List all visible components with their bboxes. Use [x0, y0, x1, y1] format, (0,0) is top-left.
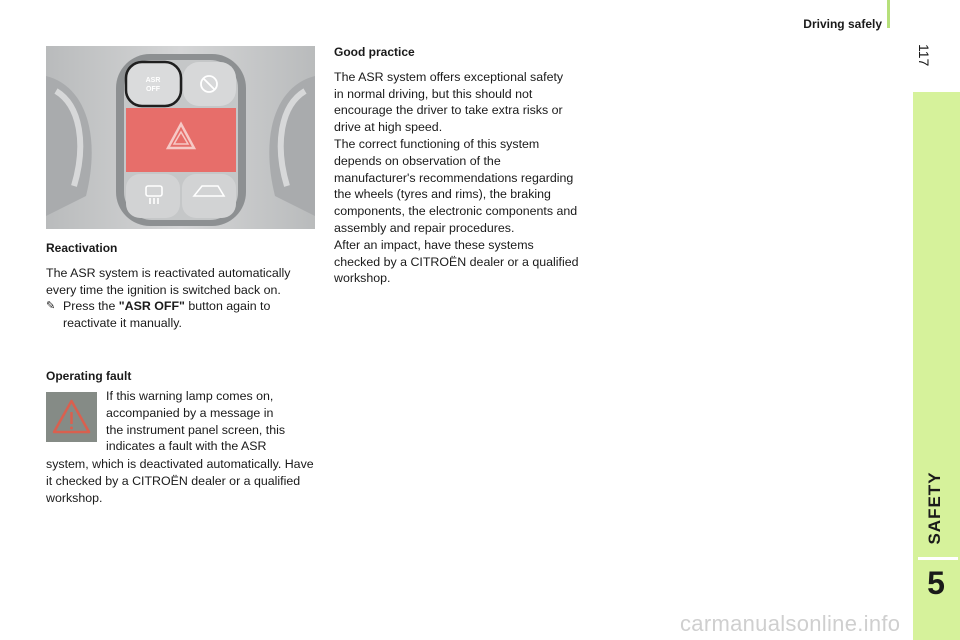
chapter-number: 5 — [927, 565, 945, 601]
good-practice-line-3: encourage the driver to take extra risks or — [334, 103, 563, 118]
asr-off-button — [126, 62, 181, 106]
control-panel-illustration — [46, 46, 315, 229]
fault-section — [46, 368, 318, 385]
control-panel-photo — [46, 46, 315, 229]
fault-heading: Operating fault — [46, 369, 132, 383]
bullet-prefix: Press the — [63, 299, 119, 314]
reactivation-section — [46, 240, 318, 332]
fault-continued — [46, 456, 318, 506]
good-practice-line-7: manufacturer's recommendations regarding — [334, 170, 574, 185]
good-practice-heading: Good practice — [334, 45, 415, 59]
section-title: Driving safely — [803, 17, 882, 31]
good-practice-line-9: components, the electronic components and — [334, 204, 578, 219]
bullet-pencil-icon: ✎ — [46, 300, 56, 313]
bullet-bold: "ASR OFF" — [118, 299, 185, 314]
fault-text-block — [106, 388, 321, 455]
good-practice-line-12: checked by a CITROËN dealer or a qualified — [334, 254, 579, 269]
warning-lamp-icon — [46, 392, 97, 442]
asr-label-line1: ASR — [145, 77, 161, 84]
good-practice-section — [334, 44, 614, 287]
reactivation-text: The ASR system is reactivated automatically every time the ignition is switched back on. — [46, 265, 291, 297]
good-practice-line-4: drive at high speed. — [334, 120, 443, 135]
good-practice-line-1: The ASR system offers exceptional safety — [334, 69, 564, 84]
fault-line-4: indicates a fault with the ASR — [106, 439, 267, 454]
good-practice-line-2: in normal driving, but this should not — [334, 86, 533, 101]
chapter-label-text: SAFETY — [925, 471, 944, 545]
reactivation-heading: Reactivation — [46, 241, 118, 255]
watermark: carmanualsonline.info — [680, 611, 901, 636]
good-practice-line-11: After an impact, have these systems — [334, 237, 534, 252]
asr-label-line2: OFF — [146, 86, 160, 93]
chapter-divider — [918, 557, 958, 560]
good-practice-line-5: The correct functioning of this system — [334, 136, 540, 151]
fault-line-2: accompanied by a message in — [106, 405, 274, 420]
good-practice-line-8: the wheels (tyres and rims), the braking — [334, 187, 551, 202]
header-divider — [887, 0, 890, 28]
fault-line-1: If this warning lamp comes on, — [106, 389, 274, 403]
chapter-label — [919, 470, 949, 550]
good-practice-line-13: workshop. — [334, 271, 391, 286]
fault-line-3: the instrument panel screen, this — [106, 422, 286, 437]
reactivation-bullet — [46, 298, 318, 332]
bullet-text — [63, 298, 318, 332]
bullet-suffix: button again to reactivate it manually. — [63, 299, 271, 331]
good-practice-line-6: depends on observation of the — [334, 153, 501, 168]
page-number: 117 — [916, 44, 932, 67]
fault-rest-text: system, which is deactivated automatically. Have it checked by a CITROËN dealer or a qualified workshop. — [46, 457, 314, 505]
good-practice-line-10: assembly and repair procedures. — [334, 220, 515, 235]
hazard-button — [126, 108, 236, 172]
